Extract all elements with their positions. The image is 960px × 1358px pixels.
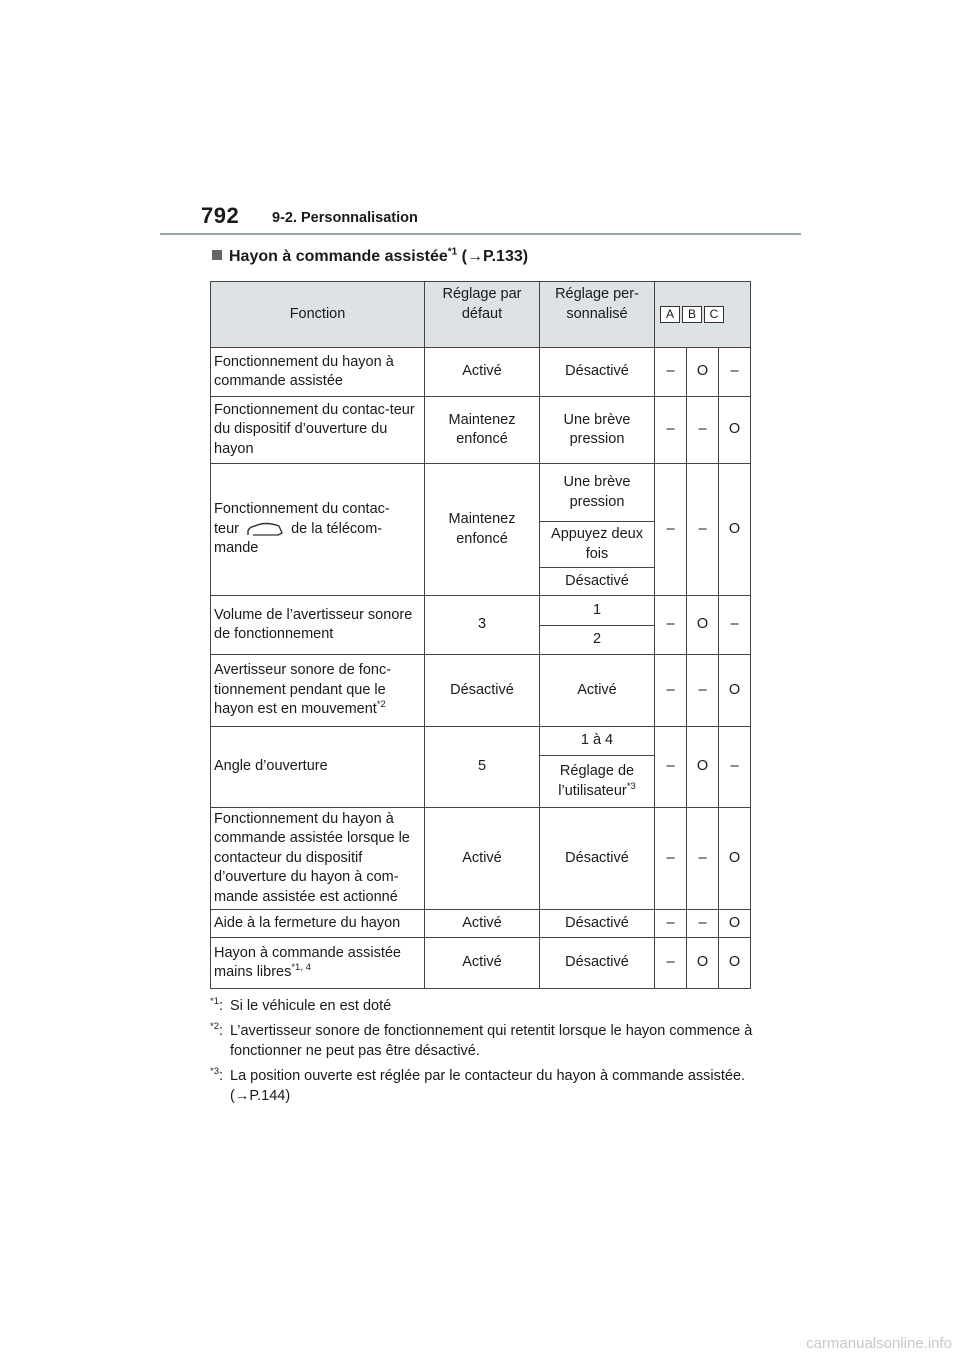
- cell-defaut: Activé: [425, 910, 540, 938]
- cell-fonction: Aide à la fermeture du hayon: [211, 910, 425, 938]
- cell-perso-option: Une brève pression: [540, 464, 655, 522]
- cell-c: O: [719, 808, 751, 910]
- cell-perso-option: [540, 756, 655, 808]
- table-row: [211, 808, 751, 910]
- cell-fonction: Fonctionnement du contac-teur du dispositif d’ouverture du hayon: [211, 397, 425, 464]
- col-header-c: C: [704, 306, 724, 323]
- col-header-defaut: Réglage par défaut: [425, 282, 540, 348]
- cell-a: –: [655, 596, 687, 655]
- cell-perso-option: 2: [540, 626, 655, 655]
- cell-a: –: [655, 348, 687, 397]
- table-row: [211, 596, 751, 626]
- footnote: [210, 996, 770, 1016]
- cell-defaut: Maintenez enfoncé: [425, 397, 540, 464]
- cell-fonction: Volume de l’avertisseur sonore de fonctionnement: [211, 596, 425, 655]
- table-row: [211, 910, 751, 938]
- fonction-text: Hayon à commande assistée mains libres: [214, 944, 401, 980]
- fonction-text: Avertisseur sonore de fonc-tionnement pendant que le hayon est en mouvement: [214, 662, 392, 718]
- watermark: carmanualsonline.info: [806, 1335, 952, 1352]
- heading: [212, 248, 528, 266]
- cell-fonction: Angle d’ouverture: [211, 727, 425, 808]
- footnote-mark: $^{*2}$:: [210, 1021, 224, 1039]
- cell-perso: Désactivé: [540, 348, 655, 397]
- cell-a: –: [655, 910, 687, 938]
- col-header-fonction: Fonction: [211, 282, 425, 348]
- footnote-text: Si le véhicule en est doté: [230, 998, 392, 1014]
- cell-fonction: Fonctionnement du hayon à commande assistée lorsque le contacteur du dispositif d’ouverture du hayon à com-mande assistée est actionné: [211, 808, 425, 910]
- footnote-mark: $^{*1}$:: [210, 996, 224, 1014]
- cell-a: –: [655, 808, 687, 910]
- cell-defaut: Maintenez enfoncé: [425, 464, 540, 596]
- footnote: [210, 1021, 770, 1061]
- footnotes: [210, 996, 770, 1111]
- section-title: 9-2. Personnalisation: [272, 210, 418, 226]
- cell-b: O: [687, 348, 719, 397]
- cell-fonction: Fonctionnement du hayon à commande assistée: [211, 348, 425, 397]
- heading-ref: (→P.133): [461, 248, 529, 265]
- col-header-perso: Réglage per-sonnalisé: [540, 282, 655, 348]
- cell-defaut: 3: [425, 596, 540, 655]
- cell-b: O: [687, 596, 719, 655]
- cell-perso-option: Appuyez deux fois: [540, 522, 655, 568]
- cell-fonction: [211, 464, 425, 596]
- cell-a: –: [655, 655, 687, 727]
- footnote-text: L’avertisseur sonore de fonctionnement qui retentit lorsque le hayon commence à fonctionner ne peut pas être désactivé.: [230, 1023, 753, 1059]
- cell-b: –: [687, 910, 719, 938]
- perso-sup: *3: [626, 780, 636, 792]
- cell-defaut: Activé: [425, 348, 540, 397]
- car-rear-key-icon: [245, 520, 285, 538]
- perso-text: Réglage de l’utilisateur: [558, 763, 635, 799]
- cell-c: O: [719, 464, 751, 596]
- cell-perso: Activé: [540, 655, 655, 727]
- col-header-a: A: [660, 306, 680, 323]
- fonction-line-1: Fonctionnement du contac-: [214, 501, 390, 518]
- heading-sup: *1: [447, 246, 458, 258]
- fonction-line-2a: teur: [214, 520, 239, 537]
- cell-b: O: [687, 938, 719, 989]
- cell-defaut: Désactivé: [425, 655, 540, 727]
- footnote-mark: $^{*3}$:: [210, 1066, 224, 1084]
- cell-defaut: Activé: [425, 808, 540, 910]
- fonction-line-3: mande: [214, 540, 259, 557]
- footnote-text: La position ouverte est réglée par le contacteur du hayon à commande assistée. (→P.144): [230, 1068, 746, 1104]
- cell-perso: Une brève pression: [540, 397, 655, 464]
- table-row: [211, 655, 751, 727]
- cell-c: –: [719, 727, 751, 808]
- cell-b: –: [687, 808, 719, 910]
- col-header-abc: [655, 282, 751, 348]
- table-row: [211, 397, 751, 464]
- footnote: [210, 1066, 770, 1106]
- page-number: 792: [201, 203, 240, 228]
- cell-b: O: [687, 727, 719, 808]
- cell-b: –: [687, 464, 719, 596]
- cell-c: –: [719, 596, 751, 655]
- fonction-line-2b: de la télécom-: [291, 520, 383, 537]
- heading-title: Hayon à commande assistée: [229, 248, 448, 265]
- cell-a: –: [655, 464, 687, 596]
- cell-a: –: [655, 727, 687, 808]
- header-rule: [160, 233, 801, 235]
- cell-fonction: [211, 655, 425, 727]
- bullet-square-icon: [212, 250, 222, 260]
- fonction-sup: *1, 4: [291, 962, 311, 974]
- cell-c: O: [719, 938, 751, 989]
- cell-b: –: [687, 655, 719, 727]
- table-row: [211, 464, 751, 522]
- cell-c: O: [719, 910, 751, 938]
- cell-perso-option: Désactivé: [540, 568, 655, 596]
- cell-a: –: [655, 938, 687, 989]
- fonction-sup: *2: [376, 699, 386, 711]
- cell-c: O: [719, 655, 751, 727]
- cell-perso: Désactivé: [540, 938, 655, 989]
- cell-defaut: Activé: [425, 938, 540, 989]
- table-row: [211, 938, 751, 989]
- cell-defaut: 5: [425, 727, 540, 808]
- cell-c: O: [719, 397, 751, 464]
- cell-fonction: [211, 938, 425, 989]
- cell-perso-option: 1: [540, 596, 655, 626]
- cell-perso: Désactivé: [540, 910, 655, 938]
- cell-perso: Désactivé: [540, 808, 655, 910]
- cell-c: –: [719, 348, 751, 397]
- table-row: [211, 348, 751, 397]
- settings-table: [210, 281, 751, 989]
- cell-b: –: [687, 397, 719, 464]
- cell-a: –: [655, 397, 687, 464]
- table-row: [211, 727, 751, 756]
- cell-perso-option: 1 à 4: [540, 727, 655, 756]
- table-header-row: [211, 282, 751, 348]
- col-header-b: B: [682, 306, 702, 323]
